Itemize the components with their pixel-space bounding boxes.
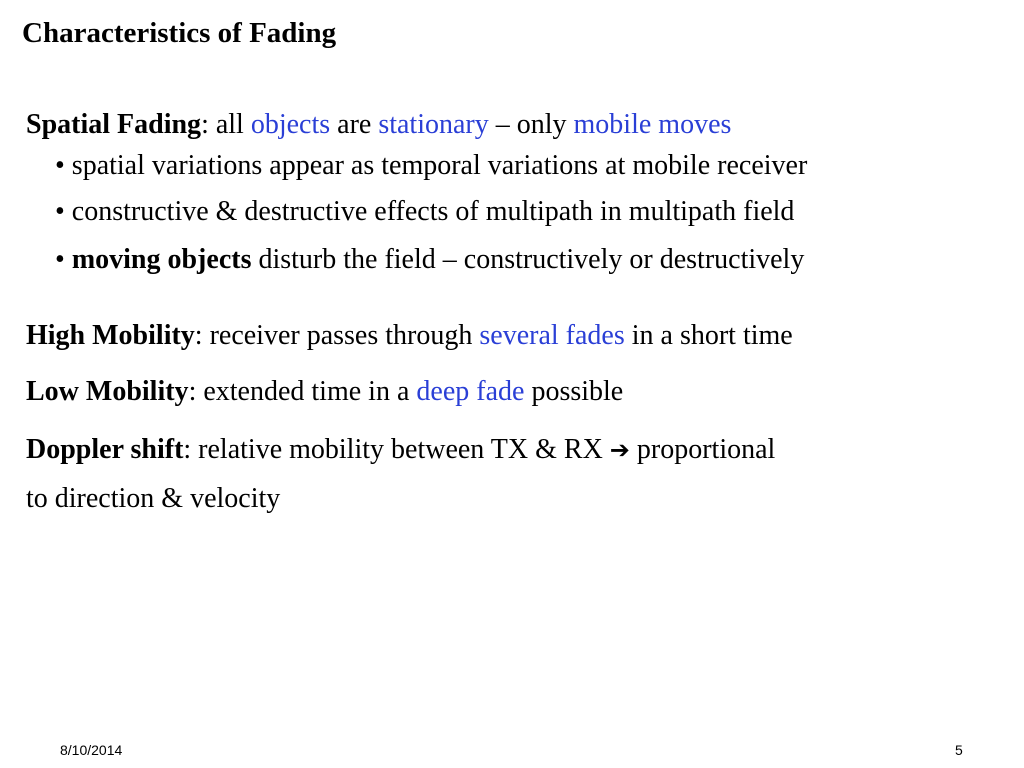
high-mobility-line [26, 319, 793, 353]
doppler-line-2: to direction & velocity [26, 483, 281, 514]
doppler-line [26, 433, 775, 467]
stationary-highlight: stationary [378, 109, 489, 140]
high-mobility-text2: in a short time [624, 320, 793, 351]
moving-objects-bold: moving objects [71, 244, 252, 275]
several-fades-highlight: several fades [479, 320, 625, 351]
bullet-constructive-destructive: • constructive & destructive effects of multipath in multipath field [55, 196, 795, 227]
bullet-marker: • [55, 244, 72, 275]
low-mobility-heading: Low Mobility [26, 376, 189, 407]
mobile-moves-highlight: mobile moves [573, 109, 732, 140]
are-text: are [330, 109, 379, 140]
right-arrow-icon: ➔ [609, 436, 630, 464]
low-mobility-text2: possible [524, 376, 624, 407]
objects-highlight: objects [250, 109, 331, 140]
doppler-heading: Doppler shift [26, 434, 184, 465]
spatial-sep: : all [201, 109, 251, 140]
dash-only-text: – only [488, 109, 574, 140]
bullet-spatial-variations: • spatial variations appear as temporal variations at mobile receiver [55, 150, 808, 181]
bullet-moving-objects [55, 243, 804, 277]
doppler-text2: proportional [629, 434, 776, 465]
high-mobility-text1: : receiver passes through [194, 320, 480, 351]
high-mobility-heading: High Mobility [26, 320, 195, 351]
page-number: 5 [955, 742, 963, 758]
doppler-text1: : relative mobility between TX & RX [183, 434, 610, 465]
slide-title: Characteristics of Fading [22, 17, 337, 49]
deep-fade-highlight: deep fade [416, 376, 525, 407]
footer-date: 8/10/2014 [60, 742, 123, 758]
spatial-fading-heading: Spatial Fading [26, 109, 202, 140]
spatial-fading-line [26, 108, 731, 142]
moving-objects-rest: disturb the field – constructively or destructively [251, 244, 805, 275]
low-mobility-line [26, 375, 623, 409]
low-mobility-text1: : extended time in a [188, 376, 417, 407]
